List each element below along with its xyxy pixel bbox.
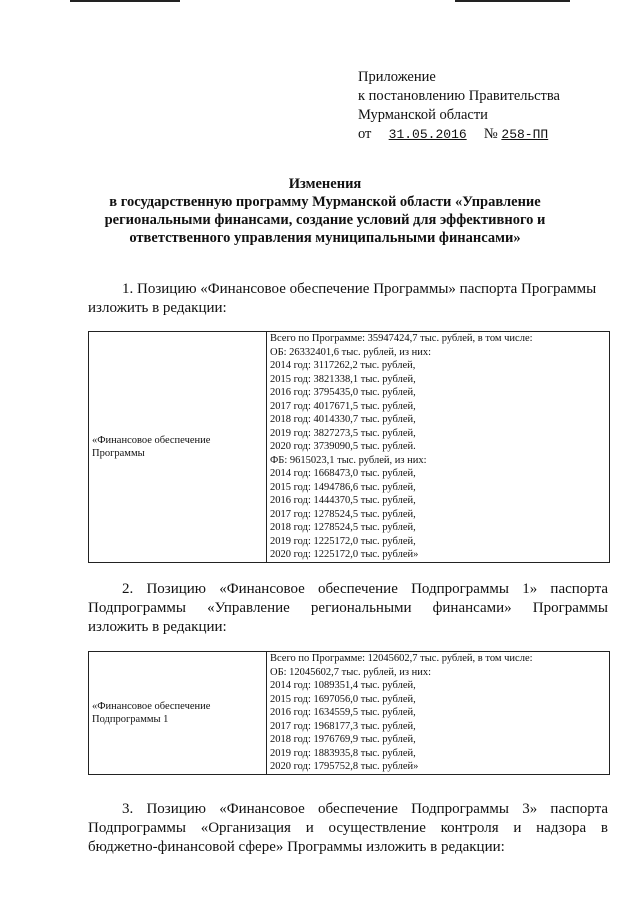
title-line-2: в государственную программу Мурманской области «Управление: [109, 194, 541, 210]
appendix-line-1: Приложение: [358, 69, 436, 85]
value-line: 2017 год: 1278524,5 тыс. рублей,: [270, 508, 416, 520]
resolution-date: 31.05.2016: [388, 127, 467, 142]
value-line: 2018 год: 1278524,5 тыс. рублей,: [270, 522, 416, 534]
value-line: 2018 год: 4014330,7 тыс. рублей,: [270, 414, 416, 426]
section-1-label-line-1: «Финансовое обеспечение: [92, 434, 211, 446]
value-line: 2020 год: 1795752,8 тыс. рублей»: [270, 761, 419, 773]
value-line: 2016 год: 1444370,5 тыс. рублей,: [270, 495, 416, 507]
section-3-line-3: бюджетно-финансовой сфере» Программы изложить в редакции:: [88, 839, 505, 855]
value-line: ОБ: 12045602,7 тыс. рублей, из них:: [270, 666, 432, 678]
value-line: 2019 год: 1225172,0 тыс. рублей,: [270, 535, 416, 547]
value-line: 2017 год: 4017671,5 тыс. рублей,: [270, 400, 416, 412]
section-3-line-2: Подпрограммы «Организация и осуществление контроля и надзора в: [88, 820, 608, 836]
value-line: 2014 год: 1089351,4 тыс. рублей,: [270, 680, 416, 692]
value-line: 2014 год: 1668473,0 тыс. рублей,: [270, 468, 416, 480]
resolution-number: 258-ПП: [501, 127, 549, 142]
value-line: 2018 год: 1976769,9 тыс. рублей,: [270, 734, 416, 746]
value-line: ФБ: 9615023,1 тыс. рублей, из них:: [270, 454, 427, 466]
section-2-label-line-2: Подпрограммы 1: [92, 714, 169, 725]
section-3-text: [88, 800, 608, 857]
value-line: 2019 год: 3827273,5 тыс. рублей,: [270, 427, 416, 439]
section-2-values-cell: [267, 652, 610, 775]
appendix-line-3: Мурманской области: [358, 107, 488, 123]
appendix-date-line: [358, 125, 560, 144]
top-edge-mark-left: [70, 0, 180, 2]
title-line-3: региональными финансами, создание условий для эффективного и: [104, 212, 546, 228]
value-line: Всего по Программе: 12045602,7 тыс. рублей, в том числе:: [270, 653, 533, 665]
date-prefix: от: [358, 126, 372, 142]
section-1-label-line-2: Программы: [92, 448, 145, 459]
section-2-label-cell: [89, 652, 267, 775]
appendix-line-2: к постановлению Правительства: [358, 88, 560, 104]
section-1-values-cell: [267, 332, 610, 563]
section-1-line-1: 1. Позицию «Финансовое обеспечение Программы» паспорта Программы: [122, 281, 597, 297]
title-line-1: Изменения: [288, 176, 362, 192]
value-line: 2017 год: 1968177,3 тыс. рублей,: [270, 720, 416, 732]
value-line: 2020 год: 3739090,5 тыс. рублей.: [270, 441, 416, 453]
value-line: ОБ: 26332401,6 тыс. рублей, из них:: [270, 346, 432, 358]
section-3-line-1: 3. Позицию «Финансовое обеспечение Подпрограммы 3» паспорта: [122, 801, 608, 817]
value-line: 2015 год: 1697056,0 тыс. рублей,: [270, 693, 416, 705]
document-title: [90, 175, 560, 247]
number-prefix: №: [483, 126, 498, 142]
section-2-line-3: изложить в редакции:: [88, 619, 227, 635]
appendix-header: [358, 68, 560, 144]
section-2-text: [88, 580, 608, 637]
section-1-line-2: изложить в редакции:: [88, 300, 227, 316]
section-1-table: [88, 331, 610, 563]
value-line: 2019 год: 1883935,8 тыс. рублей,: [270, 747, 416, 759]
top-edge-mark-right: [455, 0, 570, 2]
value-line: 2015 год: 3821338,1 тыс. рублей,: [270, 373, 416, 385]
section-1-label-cell: [89, 332, 267, 563]
value-line: 2020 год: 1225172,0 тыс. рублей»: [270, 549, 419, 561]
title-line-4: ответственного управления муниципальными финансами»: [129, 230, 521, 246]
section-2-table: [88, 651, 610, 775]
section-2-line-2: Подпрограммы «Управление региональными финансами» Программы: [88, 600, 608, 616]
value-line: 2016 год: 3795435,0 тыс. рублей,: [270, 387, 416, 399]
section-2-label-line-1: «Финансовое обеспечение: [92, 700, 211, 712]
value-line: Всего по Программе: 35947424,7 тыс. рублей, в том числе:: [270, 333, 533, 345]
value-line: 2015 год: 1494786,6 тыс. рублей,: [270, 481, 416, 493]
section-2-line-1: 2. Позицию «Финансовое обеспечение Подпрограммы 1» паспорта: [122, 581, 608, 597]
value-line: 2014 год: 3117262,2 тыс. рублей,: [270, 360, 416, 372]
value-line: 2016 год: 1634559,5 тыс. рублей,: [270, 707, 416, 719]
section-1-text: [88, 280, 608, 318]
